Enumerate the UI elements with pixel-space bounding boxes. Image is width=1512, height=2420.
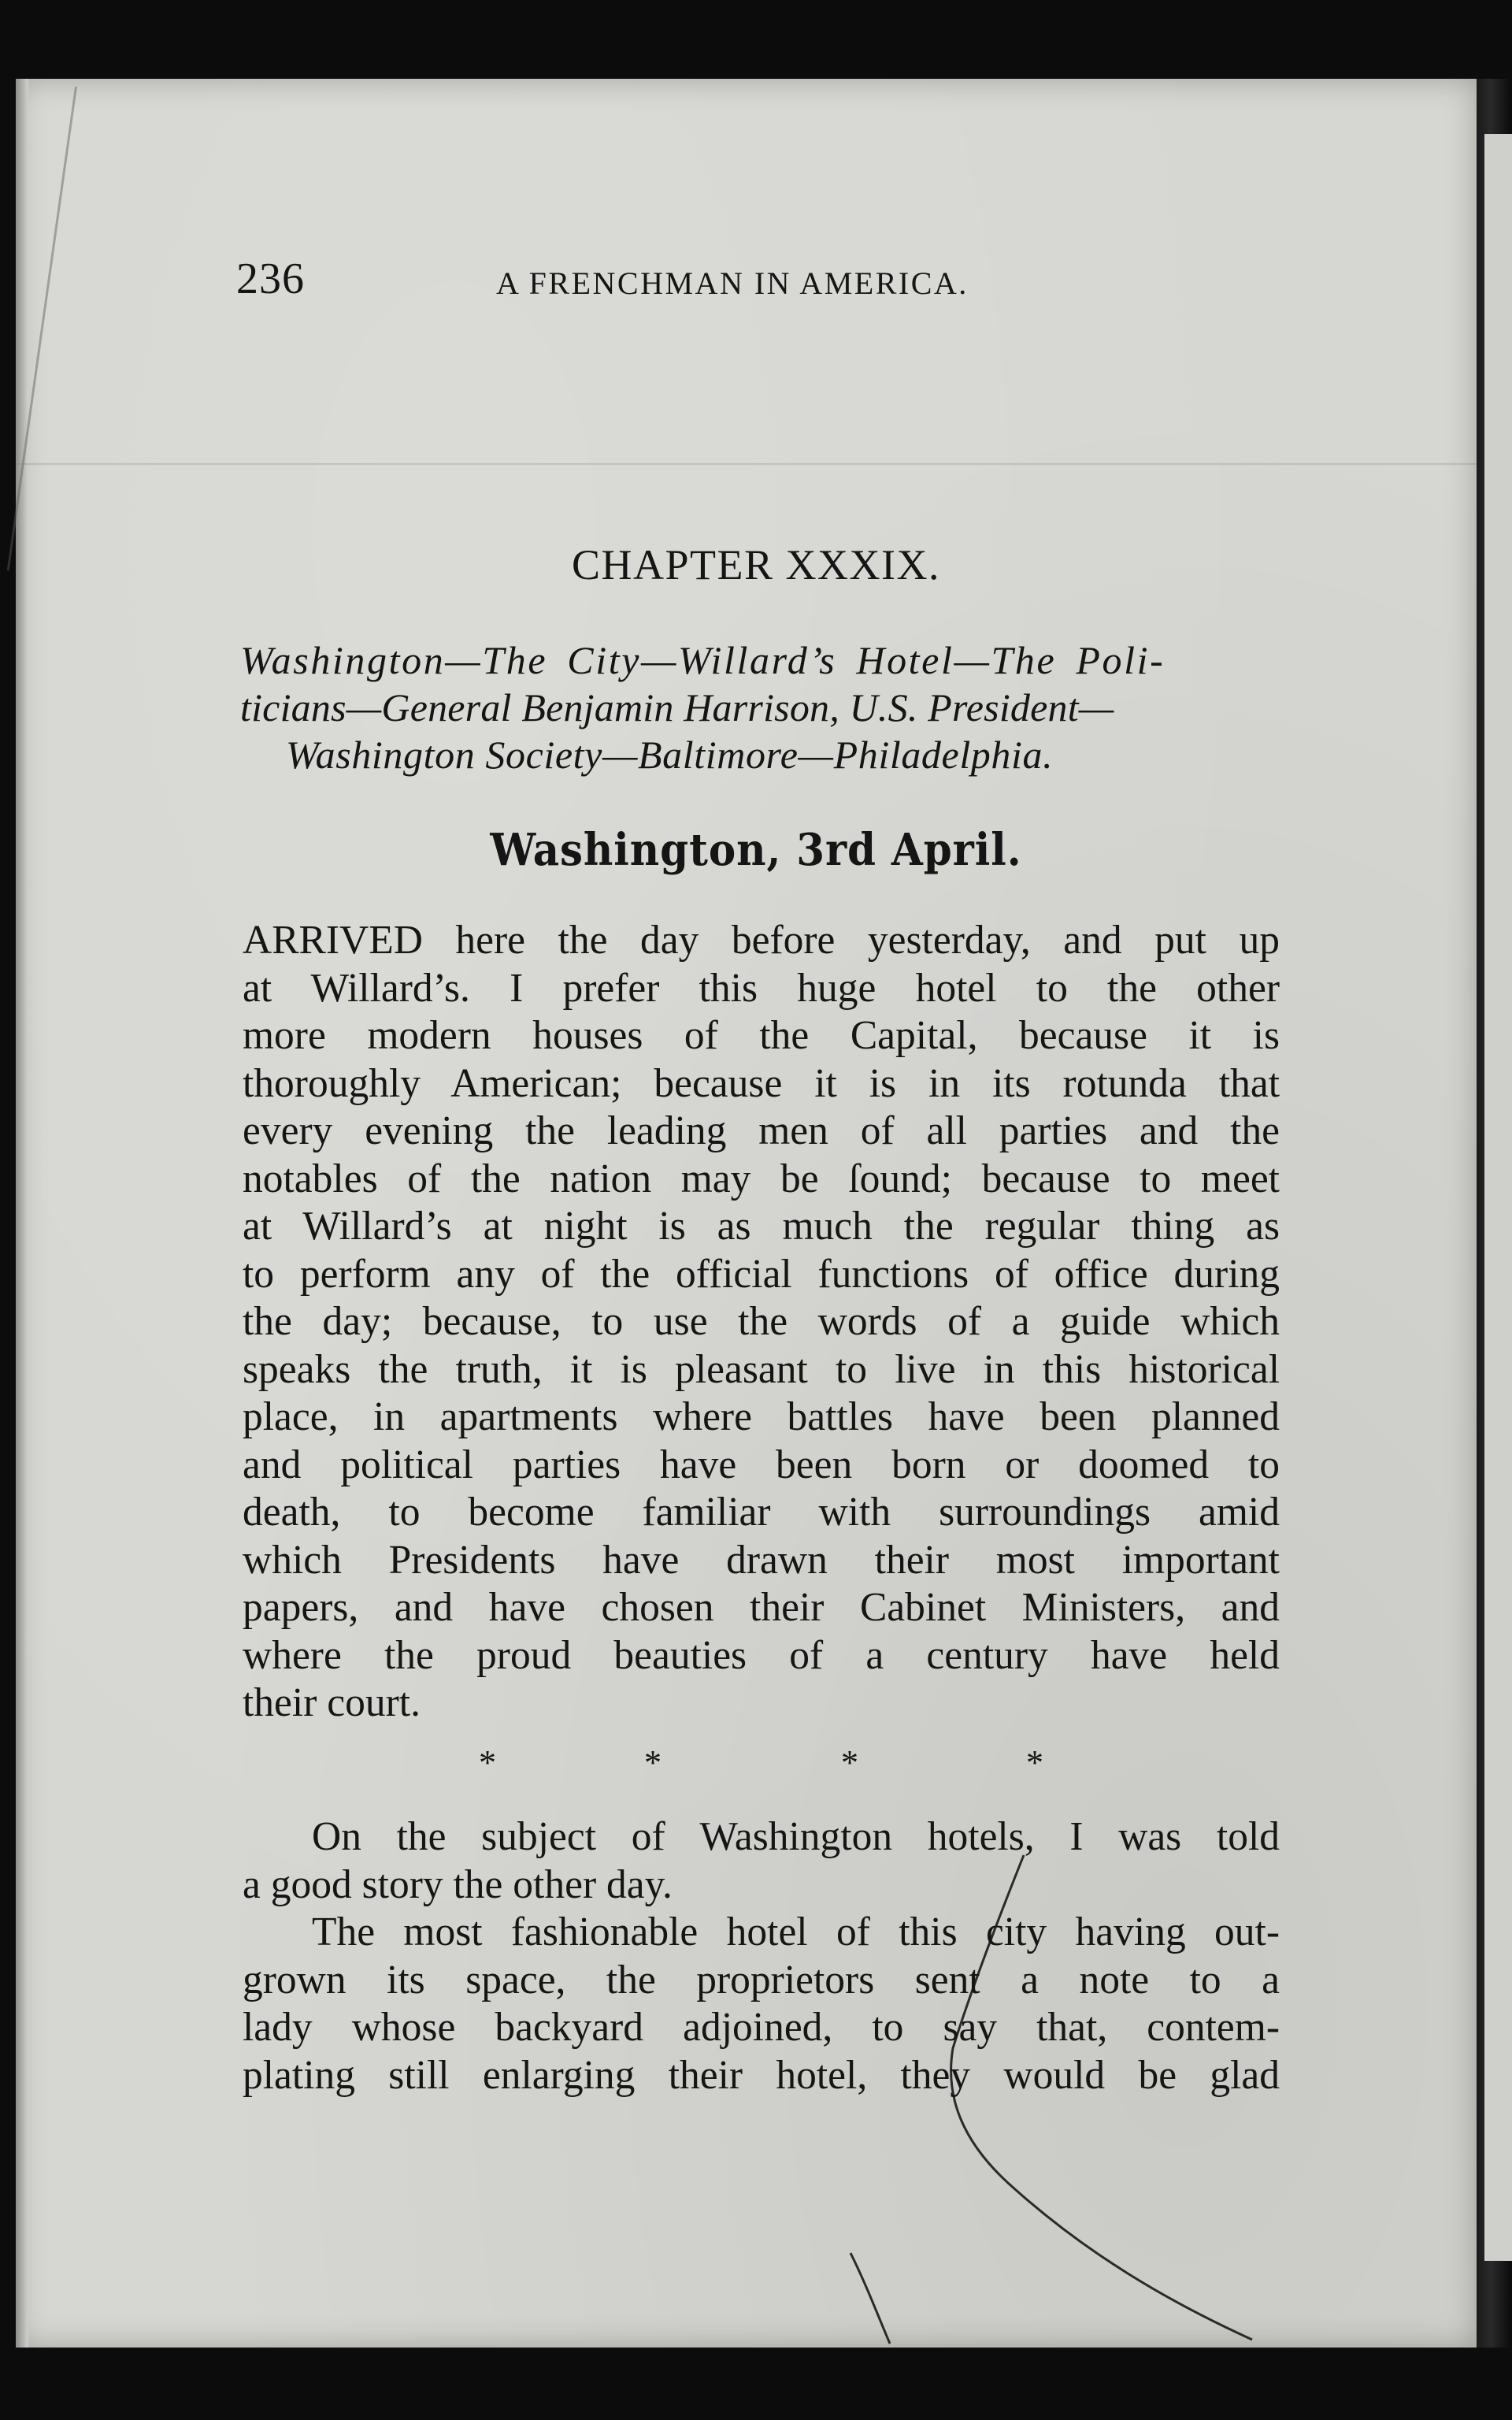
text-line: to perform any of the official functions of office during — [243, 1251, 1280, 1297]
synopsis-line: Washington—The City—Willard’s Hotel—The Poli- — [240, 638, 1166, 682]
text-line: grown its space, the proprietors sent a note to a — [243, 1957, 1280, 2002]
text-line: papers, and have chosen their Cabinet Ministers, and — [243, 1585, 1280, 1630]
running-title: A FRENCHMAN IN AMERICA. — [496, 265, 969, 301]
separator-asterisk: * — [479, 1743, 496, 1782]
synopsis-line: ticians—General Benjamin Harrison, U.S. President— — [240, 685, 1114, 729]
text-line: ARRIVED here the day before yesterday, and put up — [243, 918, 1280, 963]
text-line: the day; because, to use the words of a guide which — [243, 1299, 1280, 1344]
dateline: Washington, 3rd April. — [490, 824, 1022, 876]
text-line: On the subject of Washington hotels, I was told — [312, 1814, 1280, 1859]
text-line: and political parties have been born or doomed to — [243, 1442, 1280, 1487]
paragraph-arrived — [243, 917, 1280, 1728]
text-line: place, in apartments where battles have been planned — [243, 1394, 1280, 1439]
separator-asterisk: * — [1026, 1743, 1043, 1782]
separator-asterisk: * — [841, 1743, 858, 1782]
facing-page-edge — [1484, 134, 1512, 2261]
text-line: thoroughly American; because it is in its rotunda that — [243, 1060, 1280, 1106]
text-line: where the proud beauties of a century have held — [243, 1632, 1280, 1678]
chapter-synopsis — [240, 637, 1280, 778]
running-head — [236, 254, 1276, 309]
page-number: 236 — [236, 254, 305, 303]
section-separator — [236, 1743, 1276, 1782]
text-line: their court. — [243, 1680, 421, 1725]
page-left-edge — [16, 79, 28, 2348]
text-line: plating still enlarging their hotel, they would be glad — [243, 2052, 1280, 2098]
separator-asterisk: * — [644, 1743, 662, 1782]
chapter-title: CHAPTER XXXIX. — [571, 541, 940, 588]
paragraph-hotels — [243, 1813, 1280, 2099]
text-line: death, to become familiar with surroundings amid — [243, 1490, 1280, 1535]
text-line: which Presidents have drawn their most important — [243, 1537, 1280, 1583]
text-line: lady whose backyard adjoined, to say that, contem- — [243, 2005, 1280, 2050]
text-line: a good story the other day. — [243, 1861, 673, 1907]
text-line: every evening the leading men of all parties and the — [243, 1108, 1280, 1153]
text-line: speaks the truth, it is pleasant to live in this historical — [243, 1346, 1280, 1392]
paper-crease — [16, 463, 1477, 465]
synopsis-line: Washington Society—Baltimore—Philadelphia. — [286, 733, 1054, 777]
text-line: notables of the nation may be ſound; because to meet — [243, 1156, 1280, 1201]
text-line: The most fashionable hotel of this city having out- — [312, 1910, 1280, 1954]
text-line: at Willard’s. I prefer this huge hotel to the other — [243, 965, 1280, 1011]
text-line: more modern houses of the Capital, because it is — [243, 1013, 1280, 1058]
text-line: at Willard’s at night is as much the regular thing as — [243, 1204, 1280, 1249]
